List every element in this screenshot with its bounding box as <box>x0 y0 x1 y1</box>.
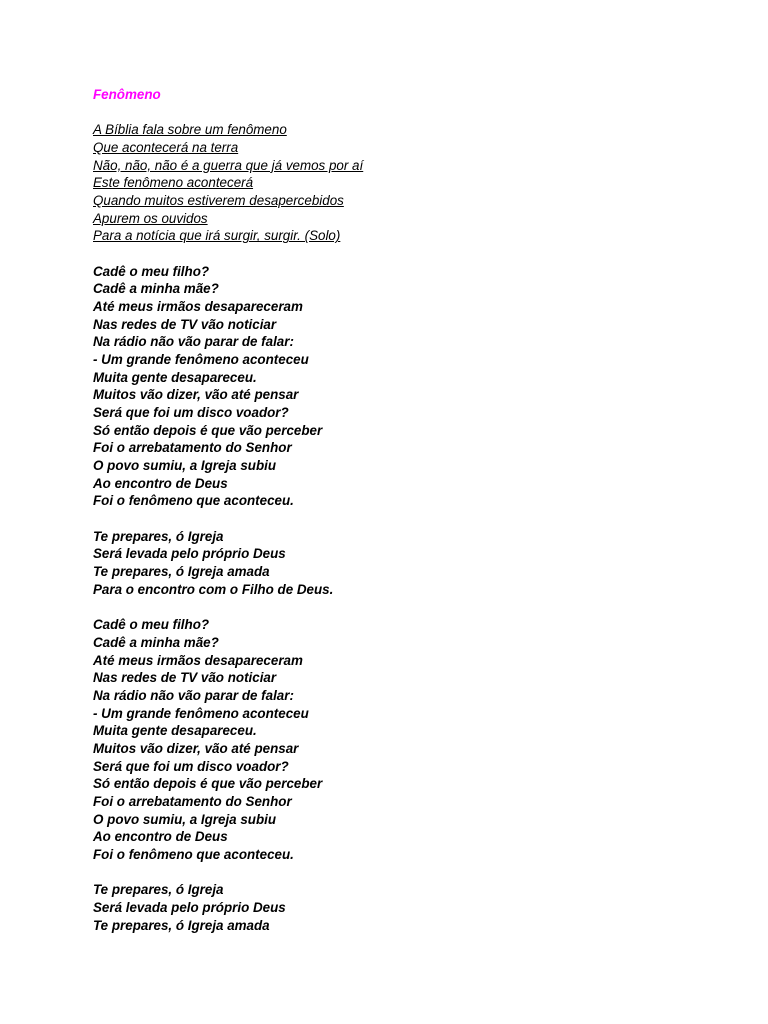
lyric-line: Foi o arrebatamento do Senhor <box>93 793 292 809</box>
lyric-line: - Um grande fenômeno aconteceu <box>93 705 309 721</box>
lyric-line: Na rádio não vão parar de falar: <box>93 687 294 703</box>
lyric-line: Te prepares, ó Igreja <box>93 528 224 544</box>
stanza-gap <box>93 598 713 616</box>
stanza-gap <box>93 510 713 528</box>
stanzas-container <box>93 121 713 934</box>
lyric-line: Que acontecerá na terra <box>93 140 239 156</box>
lyric-line: O povo sumiu, a Igreja subiu <box>93 458 277 474</box>
stanza-gap <box>93 245 713 263</box>
intro-stanza <box>93 121 713 245</box>
song-title: Fenômeno <box>93 87 161 102</box>
lyric-line: Nas redes de TV vão noticiar <box>93 316 277 332</box>
lyric-line: Será que foi um disco voador? <box>93 758 289 774</box>
lyric-line: Foi o fenômeno que aconteceu. <box>93 846 294 862</box>
lyric-line: Te prepares, ó Igreja amada <box>93 917 270 933</box>
lyric-line: Cadê a minha mãe? <box>93 281 219 297</box>
lyric-line: Foi o arrebatamento do Senhor <box>93 440 292 456</box>
lyric-line: Ao encontro de Deus <box>93 829 228 845</box>
stanza-gap <box>93 864 713 882</box>
lyric-line: Cadê o meu filho? <box>93 263 210 279</box>
lyric-line: O povo sumiu, a Igreja subiu <box>93 811 277 827</box>
lyrics-content <box>93 86 713 934</box>
lyric-line: Muita gente desapareceu. <box>93 369 257 385</box>
lyric-line: Para o encontro com o Filho de Deus. <box>93 581 334 597</box>
lyric-line: Muitos vão dizer, vão até pensar <box>93 740 299 756</box>
lyric-line: Ao encontro de Deus <box>93 475 228 491</box>
verse-stanza <box>93 881 713 934</box>
lyric-line: Só então depois é que vão perceber <box>93 776 323 792</box>
lyric-line: Apurem os ouvidos <box>93 210 208 226</box>
lyric-line: Será levada pelo próprio Deus <box>93 546 286 562</box>
lyric-line: A Bíblia fala sobre um fenômeno <box>93 122 287 138</box>
lyric-line: Te prepares, ó Igreja amada <box>93 564 270 580</box>
verse-stanza <box>93 616 713 863</box>
lyric-line: Muitos vão dizer, vão até pensar <box>93 387 299 403</box>
lyric-line: Até meus irmãos desapareceram <box>93 299 303 315</box>
lyric-line: Será que foi um disco voador? <box>93 405 289 421</box>
lyric-line: Cadê a minha mãe? <box>93 634 219 650</box>
lyric-line: Muita gente desapareceu. <box>93 723 257 739</box>
lyric-line: - Um grande fenômeno aconteceu <box>93 352 309 368</box>
lyric-line: Para a notícia que irá surgir, surgir. (Solo) <box>93 228 341 244</box>
lyric-line: Até meus irmãos desapareceram <box>93 652 303 668</box>
lyric-line: Cadê o meu filho? <box>93 617 210 633</box>
lyric-line: Só então depois é que vão perceber <box>93 422 323 438</box>
lyric-line: Quando muitos estiverem desapercebidos <box>93 193 344 209</box>
stanza-gap <box>93 104 713 122</box>
lyric-line: Este fenômeno acontecerá <box>93 175 254 191</box>
lyric-line: Te prepares, ó Igreja <box>93 882 224 898</box>
lyric-line: Será levada pelo próprio Deus <box>93 899 286 915</box>
verse-stanza <box>93 528 713 599</box>
lyric-line: Nas redes de TV vão noticiar <box>93 670 277 686</box>
lyric-line: Foi o fenômeno que aconteceu. <box>93 493 294 509</box>
lyric-line: Na rádio não vão parar de falar: <box>93 334 294 350</box>
lyric-line: Não, não, não é a guerra que já vemos por aí <box>93 157 364 173</box>
verse-stanza <box>93 263 713 510</box>
